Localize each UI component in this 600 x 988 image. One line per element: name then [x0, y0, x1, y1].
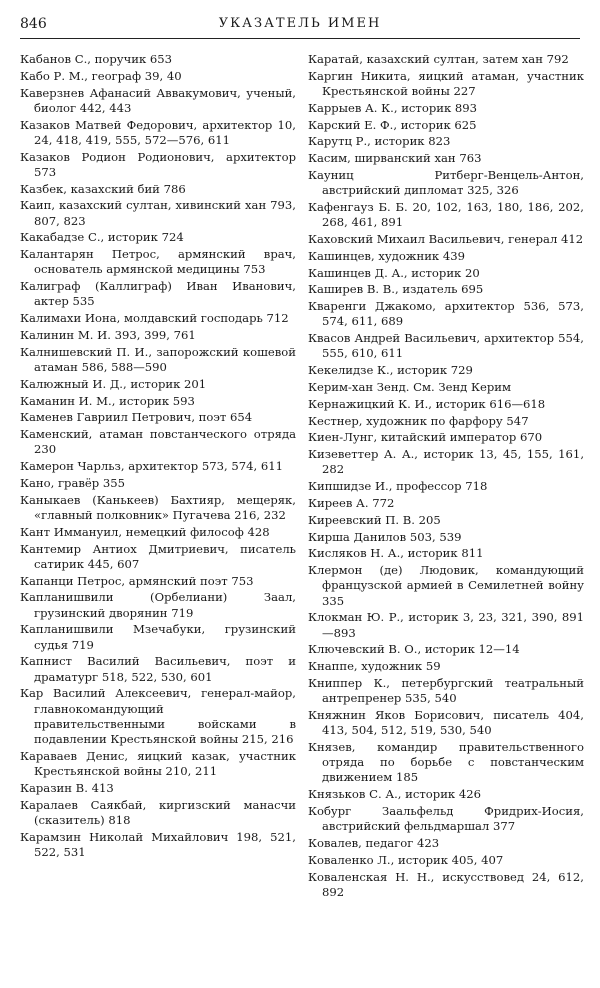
- index-entry: Кар Василий Алексеевич, генерал-майор, главнокомандующий правительственными войсками в подавлении Крестьянской войны 215, 216: [20, 686, 296, 746]
- index-entry: Каип, казахский султан, хивинский хан 793, 807, 823: [20, 198, 296, 228]
- index-entry: Каразин В. 413: [20, 780, 114, 795]
- index-entry: Карский Е. Ф., историк 625: [308, 117, 477, 132]
- index-entry: Карутц Р., историк 823: [308, 134, 451, 149]
- index-entry: Князьков С. А., историк 426: [308, 787, 481, 802]
- index-entry: Каргин Никита, яицкий атаман, участник Крестьянской войны 227: [308, 68, 584, 98]
- index-entry: Клермон (де) Людовик, командующий французской армией в Семилетней войну 335: [308, 563, 584, 608]
- index-entry: Капланишвили Мзечабуки, грузинский судья 719: [20, 622, 296, 652]
- index-entry: Карамзин Николай Михайлович 198, 521, 522, 531: [20, 829, 296, 859]
- index-entry: Кашинцев Д. А., историк 20: [308, 265, 480, 280]
- index-entry: Кабанов С., поручик 653: [20, 52, 173, 66]
- index-entry: Касим, ширванский хан 763: [308, 151, 482, 166]
- index-entry: Кирша Данилов 503, 539: [308, 529, 462, 544]
- index-entry: Каширев В. В., издатель 695: [308, 282, 484, 297]
- index-entry: Калантарян Петрос, армянский врач, основатель армянской медицины 753: [20, 247, 296, 277]
- index-entry: Капланишвили (Орбелиани) Заал, грузинский дворянин 719: [20, 590, 296, 620]
- index-entry: Кантемир Антиох Дмитриевич, писатель сатирик 445, 607: [20, 541, 296, 571]
- index-entry: Кабо Р. М., географ 39, 40: [20, 68, 182, 83]
- index-entry: Киреевский П. В. 205: [308, 512, 441, 527]
- index-entry: Кнаппе, художник 59: [308, 659, 441, 674]
- left-column: [20, 52, 296, 862]
- index-entry: Кизеветтер А. А., историк 13, 45, 155, 161, 282: [308, 447, 584, 477]
- index-entry: Капанци Петрос, армянский поэт 753: [20, 573, 254, 588]
- index-entry: Каховский Михаил Васильевич, генерал 412: [308, 231, 584, 246]
- index-entry: Кекелидзе К., историк 729: [308, 363, 473, 378]
- index-entry: Каратай, казахский султан, затем хан 792: [308, 52, 569, 66]
- index-entry: Кант Иммануил, немецкий философ 428: [20, 524, 270, 539]
- index-entry: Камерон Чарльз, архитектор 573, 574, 611: [20, 459, 283, 474]
- index-entry: Казбек, казахский бий 786: [20, 181, 186, 196]
- index-entry: Кернажицкий К. И., историк 616—618: [308, 396, 546, 411]
- index-entry: Княжнин Яков Борисович, писатель 404, 413, 504, 512, 519, 530, 540: [308, 707, 584, 738]
- index-entry: Кафенгауз Б. Б. 20, 102, 163, 180, 186, 202, 268, 461, 891: [308, 199, 584, 230]
- index-entry: Киреев А. 772: [308, 495, 395, 510]
- page-number: 846: [20, 16, 47, 32]
- index-entry: Калимахи Иона, молдавский господарь 712: [20, 311, 289, 326]
- index-entry: Книппер К., петербургский театральный антрепренер 535, 540: [308, 675, 584, 706]
- index-entry: Кобург Заальфельд Фридрих-Иосия, австрийский фельдмаршал 377: [308, 803, 584, 834]
- index-entry: Кауниц Ритберг-Венцель-Антон, австрийский дипломат 325, 326: [308, 167, 584, 198]
- index-entry: Каверзнев Афанасий Аввакумович, ученый, биолог 442, 443: [20, 85, 296, 115]
- index-entry: Каныкаев (Канькеев) Бахтияр, мещеряк, «главный полковник» Пугачева 216, 232: [20, 492, 296, 522]
- right-column: [308, 52, 584, 902]
- index-entry: Ковалев, педагог 423: [308, 835, 440, 850]
- index-entry: Клокман Ю. Р., историк 3, 23, 321, 390, 891—893: [308, 610, 584, 640]
- index-entry: Калюжный И. Д., историк 201: [20, 376, 207, 391]
- index-entry: Ключевский В. О., историк 12—14: [308, 642, 520, 657]
- index-entry: Керим-хан Зенд. См. Зенд Керим: [308, 379, 511, 394]
- index-entry: Кваренги Джакомо, архитектор 536, 573, 574, 611, 689: [308, 299, 584, 329]
- index-entry: Каменский, атаман повстанческого отряда 230: [20, 427, 296, 457]
- index-entry: Кано, гравёр 355: [20, 475, 125, 490]
- index-entry: Кашинцев, художник 439: [308, 248, 465, 263]
- index-entry: Квасов Андрей Васильевич, архитектор 554, 555, 610, 611: [308, 331, 584, 361]
- index-entry: Калинин М. И. 393, 399, 761: [20, 327, 196, 342]
- index-entry: Какабадзе С., историк 724: [20, 230, 184, 245]
- index-entry: Кипшидзе И., профессор 718: [308, 479, 488, 494]
- index-entry: Капнист Василий Васильевич, поэт и драматург 518, 522, 530, 601: [20, 654, 296, 684]
- index-entry: Калиграф (Каллиграф) Иван Иванович, актер 535: [20, 279, 296, 309]
- page-header: [20, 14, 580, 39]
- index-entry: Коваленко Л., историк 405, 407: [308, 852, 504, 867]
- index-entry: Князев, командир правительственного отряда по борьбе с повстанческим движением 185: [308, 739, 584, 785]
- index-entry: Кестнер, художник по фарфору 547: [308, 413, 529, 428]
- index-entry: Коваленская Н. Н., искусствовед 24, 612, 892: [308, 869, 584, 899]
- index-entry: Калнишевский П. И., запорожский кошевой атаман 586, 588—590: [20, 344, 296, 374]
- index-entry: Каррыев А. К., историк 893: [308, 100, 478, 115]
- index-entry: Казаков Матвей Федорович, архитектор 10, 24, 418, 419, 555, 572—576, 611: [20, 117, 296, 147]
- index-entry: Кисляков Н. А., историк 811: [308, 546, 484, 561]
- index-entry: Караваев Денис, яицкий казак, участник Крестьянской войны 210, 211: [20, 748, 296, 778]
- index-entry: Каменев Гавриил Петрович, поэт 654: [20, 410, 253, 425]
- index-entry: Киен-Лунг, китайский император 670: [308, 430, 543, 445]
- running-title: УКАЗАТЕЛЬ ИМЕН: [218, 16, 382, 31]
- index-columns: [20, 52, 584, 972]
- index-entry: Каманин И. М., историк 593: [20, 393, 195, 408]
- index-entry: Казаков Родион Родионович, архитектор 573: [20, 149, 296, 179]
- index-entry: Каралаев Саякбай, киргизский манасчи (сказитель) 818: [20, 797, 296, 827]
